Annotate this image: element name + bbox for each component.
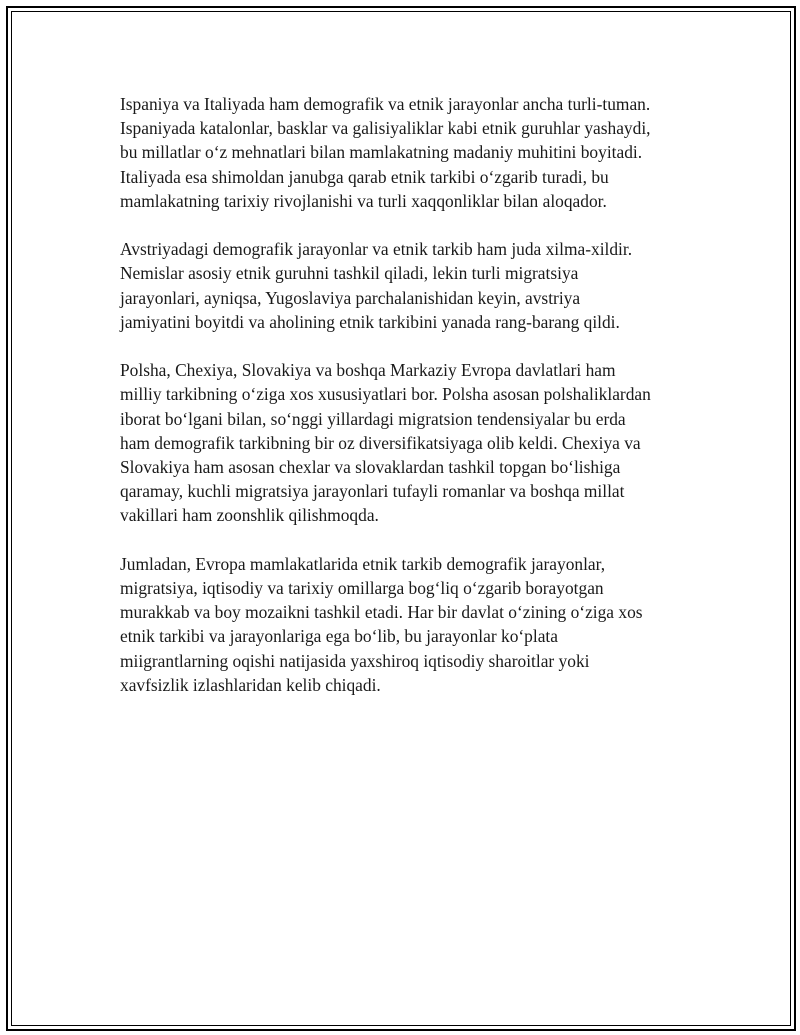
text-line: milliy tarkibning o‘ziga xos xususiyatlari bor. Polsha asosan polshaliklardan [120,384,651,405]
text-line: Polsha, Chexiya, Slovakiya va boshqa Markaziy Evropa davlatlari ham [120,360,616,381]
text-line: miigrantlarning oqishi natijasida yaxshiroq iqtisodiy sharoitlar yoki [120,650,590,671]
text-line: murakkab va boy mozaikni tashkil etadi. Har bir davlat o‘zining o‘ziga xos [120,602,643,623]
paragraph-3 [120,358,706,527]
text-line: migratsiya, iqtisodiy va tarixiy omillarga bog‘liq o‘zgarib borayotgan [120,578,604,599]
text-line: bu millatlar o‘z mehnatlari bilan mamlakatning madaniy muhitini boyitadi. [120,142,643,163]
text-line: xavfsizlik izlashlaridan kelib chiqadi. [120,674,381,695]
text-line: Nemislar asosiy etnik guruhni tashkil qiladi, lekin turli migratsiya [120,263,579,284]
text-line: qaramay, kuchli migratsiya jarayonlari tufayli romanlar va boshqa millat [120,481,625,502]
text-line: etnik tarkibi va jarayonlariga ega bo‘lib, bu jarayonlar ko‘plata [120,626,558,647]
text-line: vakillari ham zoonshlik qilishmoqda. [120,505,379,526]
text-line: Jumladan, Evropa mamlakatlarida etnik tarkib demografik jarayonlar, [120,553,606,574]
text-line: Ispaniya va Italiyada ham demografik va etnik jarayonlar ancha turli-tuman. [120,94,651,114]
text-line: Slovakiya ham asosan chexlar va slovaklardan tashkil topgan bo‘lishiga [120,457,621,478]
document-body [120,92,706,721]
text-line: iborat bo‘lgani bilan, so‘nggi yillardagi migratsion tendensiyalar bu erda [120,408,626,429]
text-line: Ispaniyada katalonlar, basklar va galisiyaliklar kabi etnik guruhlar yashaydi, [120,118,651,139]
text-line: jarayonlari, ayniqsa, Yugoslaviya parchalanishidan keyin, avstriya [120,287,581,308]
document-page [6,6,796,1031]
paragraph-1 [120,92,706,213]
text-line: jamiyatini boyitdi va aholining etnik tarkibini yanada rang-barang qildi. [120,311,620,332]
text-line: ham demografik tarkibning bir oz diversifikatsiyaga olib keldi. Chexiya va [120,432,641,453]
paragraph-4 [120,552,706,697]
text-line: Italiyada esa shimoldan janubga qarab etnik tarkibi o‘zgarib turadi, bu [120,166,609,187]
text-line: mamlakatning tarixiy rivojlanishi va turli xaqqonliklar bilan aloqador. [120,190,607,211]
paragraph-2 [120,237,706,334]
text-line: Avstriyadagi demografik jarayonlar va etnik tarkib ham juda xilma-xildir. [120,239,633,260]
